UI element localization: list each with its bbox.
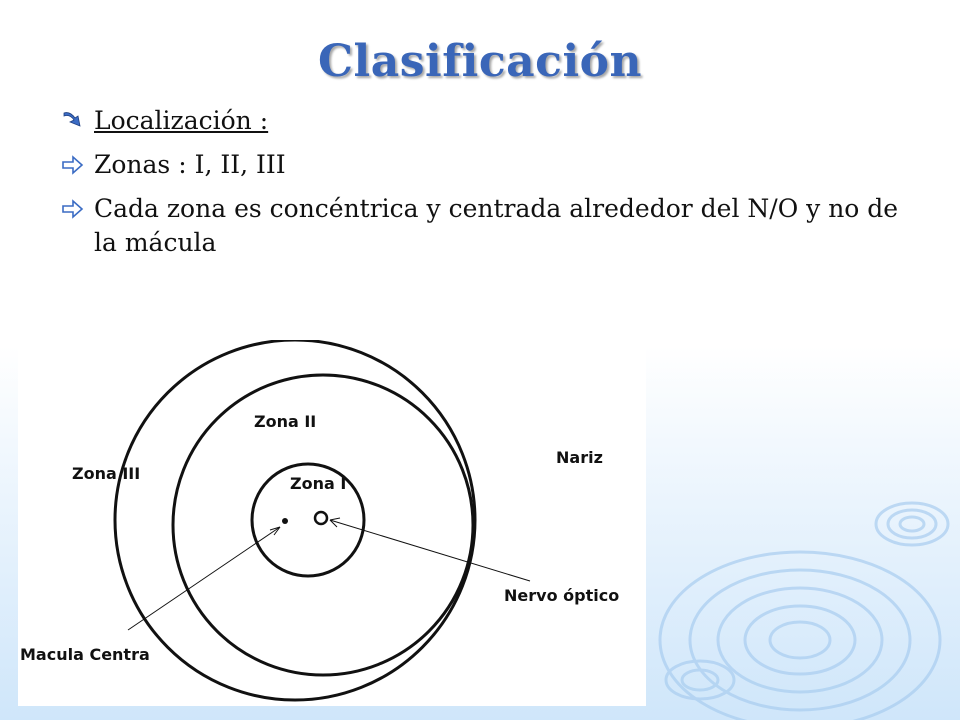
label-macula: Macula Centra (20, 645, 150, 664)
slide-title: Clasificación (317, 36, 643, 87)
bullet-text: Cada zona es concéntrica y centrada alrededor del N/O y no de la mácula (94, 194, 899, 257)
hollow-arrow-right-icon (60, 192, 88, 226)
zona-ii-circle (173, 375, 473, 675)
label-nariz: Nariz (556, 448, 603, 467)
label-zona-i: Zona I (290, 474, 347, 493)
arrow-down-curved-icon (60, 104, 88, 138)
zona-iii-circle (115, 340, 475, 700)
retina-zones-diagram (18, 340, 646, 706)
nervo-arrow (330, 520, 530, 581)
bullet-zonas (60, 148, 920, 182)
label-nervo-optico: Nervo óptico (504, 586, 620, 605)
macula-dot-icon (282, 518, 288, 524)
label-zona-iii: Zona III (72, 464, 141, 483)
bullet-cada-zona (60, 192, 920, 260)
label-zona-ii: Zona II (254, 412, 317, 431)
bullet-localizacion (60, 104, 920, 138)
optic-nerve-icon (315, 512, 327, 524)
hollow-arrow-right-icon (60, 148, 88, 182)
bullet-text: Zonas : I, II, III (94, 150, 286, 179)
bullet-list (60, 104, 920, 270)
bullet-text: Localización : (94, 106, 269, 135)
